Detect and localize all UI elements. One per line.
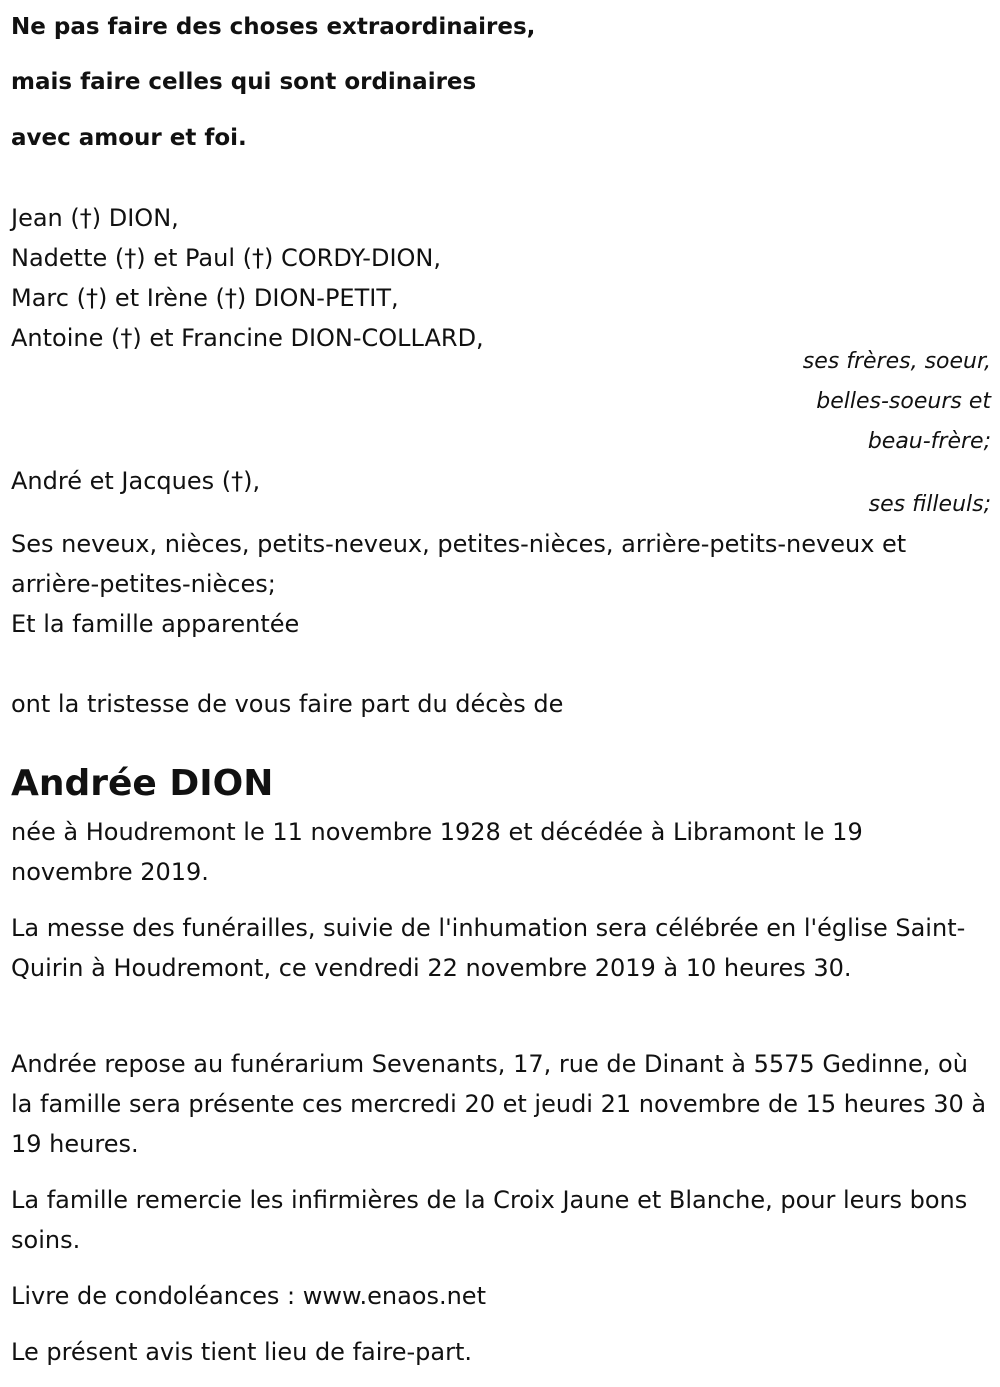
relation-line: beau-frère; [867,429,991,454]
quote-line-3: avec amour et foi. [11,125,247,151]
siblings-list [11,198,484,358]
deceased-name: Andrée DION [11,763,274,804]
extended-family-line: arrière-petites-nièces; [11,570,276,598]
notice-line: Le présent avis tient lieu de faire-part. [11,1338,473,1366]
godchildren-relation: ses filleuls; [868,492,991,517]
extended-family-line: Ses neveux, nièces, petits-neveux, petites-nièces, arrière-petits-neveux et [11,530,907,558]
quote-line-2: mais faire celles qui sont ordinaires [11,69,477,95]
sibling-line: Antoine (†) et Francine DION-COLLARD, [11,324,484,352]
quote-line-1: Ne pas faire des choses extraordinaires, [11,14,536,40]
relation-line: ses frères, soeur, [802,349,991,374]
sibling-line: Nadette (†) et Paul (†) CORDY-DION, [11,244,441,272]
announcement-text: ont la tristesse de vous faire part du décès de [11,690,564,718]
relation-line: belles-soeurs et [816,389,991,414]
funeral-paragraph: La messe des funérailles, suivie de l'inhumation sera célébrée en l'église Saint-Quirin à Houdremont, ce vendredi 22 novembre 2019 à 10 heures 30. [11,914,966,982]
godchildren-line: André et Jacques (†), [11,467,261,495]
siblings-relation [11,342,991,462]
birth-death-paragraph: née à Houdremont le 11 novembre 1928 et décédée à Libramont le 19 novembre 2019. [11,818,863,886]
thanks-paragraph: La famille remercie les infirmières de la Croix Jaune et Blanche, pour leurs bons soins. [11,1186,968,1254]
extended-family [11,524,906,644]
extended-family-line: Et la famille apparentée [11,610,300,638]
sibling-line: Marc (†) et Irène (†) DION-PETIT, [11,284,399,312]
sibling-line: Jean (†) DION, [11,204,179,232]
condolences-line: Livre de condoléances : www.enaos.net [11,1282,486,1310]
funeral-home-paragraph: Andrée repose au funérarium Sevenants, 17, rue de Dinant à 5575 Gedinne, où la famille sera présente ces mercredi 20 et jeudi 21 novembre de 15 heures 30 à 19 heures. [11,1050,987,1158]
